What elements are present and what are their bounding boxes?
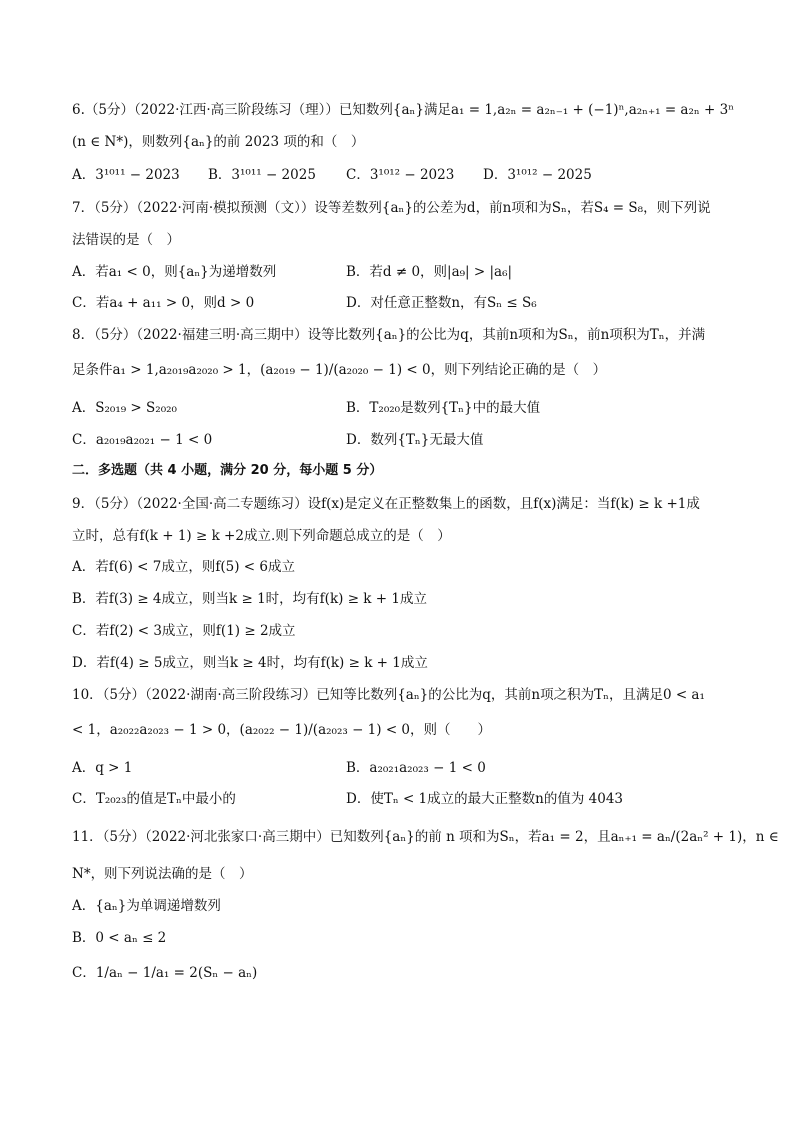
q9-option-d: D．若f(4) ≥ 5成立，则当k ≥ 4时，均有f(k) ≥ k + 1成立 bbox=[72, 655, 428, 671]
q9-option-b: B．若f(3) ≥ 4成立，则当k ≥ 1时，均有f(k) ≥ k + 1成立 bbox=[72, 591, 427, 607]
q7-option-b: B．若d ≠ 0，则|a₉| > |a₆| bbox=[346, 264, 513, 280]
q10-line2: < 1，a₂₀₂₂a₂₀₂₃ − 1 > 0，(a₂₀₂₂ − 1)/(a₂₀₂₃ − 1) < 0，则（ ） bbox=[72, 722, 492, 738]
q11-option-c: C．1/aₙ − 1/a₁ = 2(Sₙ − aₙ) bbox=[72, 965, 258, 981]
q8-option-b: B．T₂₀₂₀是数列{Tₙ}中的最大值 bbox=[346, 400, 541, 416]
q11-line1: 11．（5分）（2022·河北张家口·高三期中）已知数列{aₙ}的前 n 项和为Sₙ，若a₁ = 2，且aₙ₊₁ = aₙ/(2aₙ² + 1)，n ∈ bbox=[72, 829, 779, 845]
q8-option-c: C．a₂₀₁₉a₂₀₂₁ − 1 < 0 bbox=[72, 432, 213, 448]
q10-option-c: C．T₂₀₂₃的值是Tₙ中最小的 bbox=[72, 791, 236, 807]
q6-line2: (n ∈ N*)，则数列{aₙ}的前 2023 项的和（ ） bbox=[72, 134, 365, 150]
q7-option-d: D．对任意正整数n，有Sₙ ≤ S₆ bbox=[346, 295, 537, 311]
q11-option-b: B．0 < aₙ ≤ 2 bbox=[72, 930, 167, 946]
q6-option-a: A．3¹⁰¹¹ − 2023 bbox=[72, 167, 180, 183]
q10-option-d: D．使Tₙ < 1成立的最大正整数n的值为 4043 bbox=[346, 791, 623, 807]
q9-line2: 立时，总有f(k + 1) ≥ k +2成立.则下列命题总成立的是（ ） bbox=[72, 528, 451, 544]
q7-line1: 7．（5分）（2022·河南·模拟预测（文））设等差数列{aₙ}的公差为d，前n项和为Sₙ，若S₄ = S₈，则下列说 bbox=[72, 200, 711, 216]
q7-line2: 法错误的是（ ） bbox=[72, 232, 180, 248]
q6-option-c: C．3¹⁰¹² − 2023 bbox=[346, 167, 455, 183]
q9-line1: 9．（5分）（2022·全国·高二专题练习）设f(x)是定义在正整数集上的函数，且f(x)满足：当f(k) ≥ k +1成 bbox=[72, 496, 700, 512]
q7-option-c: C．若a₄ + a₁₁ > 0，则d > 0 bbox=[72, 295, 255, 311]
q8-option-a: A．S₂₀₁₉ > S₂₀₂₀ bbox=[72, 400, 177, 416]
section-header-multiple-choice: 二．多选题（共 4 小题，满分 20 分，每小题 5 分） bbox=[72, 463, 383, 478]
q6-option-d: D．3¹⁰¹² − 2025 bbox=[483, 167, 592, 183]
q10-option-a: A．q > 1 bbox=[72, 760, 133, 776]
q9-option-c: C．若f(2) < 3成立，则f(1) ≥ 2成立 bbox=[72, 623, 296, 639]
q10-line1: 10．（5分）（2022·湖南·高三阶段练习）已知等比数列{aₙ}的公比为q，其前n项之积为Tₙ，且满足0 < a₁ bbox=[72, 687, 705, 703]
q11-option-a: A．{aₙ}为单调递增数列 bbox=[72, 898, 221, 914]
q8-option-d: D．数列{Tₙ}无最大值 bbox=[346, 432, 484, 448]
q9-option-a: A．若f(6) < 7成立，则f(5) < 6成立 bbox=[72, 559, 295, 575]
q8-line2: 足条件a₁ > 1,a₂₀₁₉a₂₀₂₀ > 1，(a₂₀₁₉ − 1)/(a₂₀₂₀ − 1) < 0，则下列结论正确的是（ ） bbox=[72, 362, 607, 378]
q6-option-b: B．3¹⁰¹¹ − 2025 bbox=[208, 167, 316, 183]
q11-line2: N*，则下列说法确的是（ ） bbox=[72, 866, 253, 882]
q6-line1: 6.（5分）（2022·江西·高三阶段练习（理））已知数列{aₙ}满足a₁ = 1,a₂ₙ = a₂ₙ₋₁ + (−1)ⁿ,a₂ₙ₊₁ = a₂ₙ + 3ⁿ bbox=[72, 102, 735, 118]
q8-line1: 8．（5分）（2022·福建三明·高三期中）设等比数列{aₙ}的公比为q，其前n项和为Sₙ，前n项积为Tₙ，并满 bbox=[72, 327, 706, 343]
q10-option-b: B．a₂₀₂₁a₂₀₂₃ − 1 < 0 bbox=[346, 760, 486, 776]
q7-option-a: A．若a₁ < 0，则{aₙ}为递增数列 bbox=[72, 264, 277, 280]
